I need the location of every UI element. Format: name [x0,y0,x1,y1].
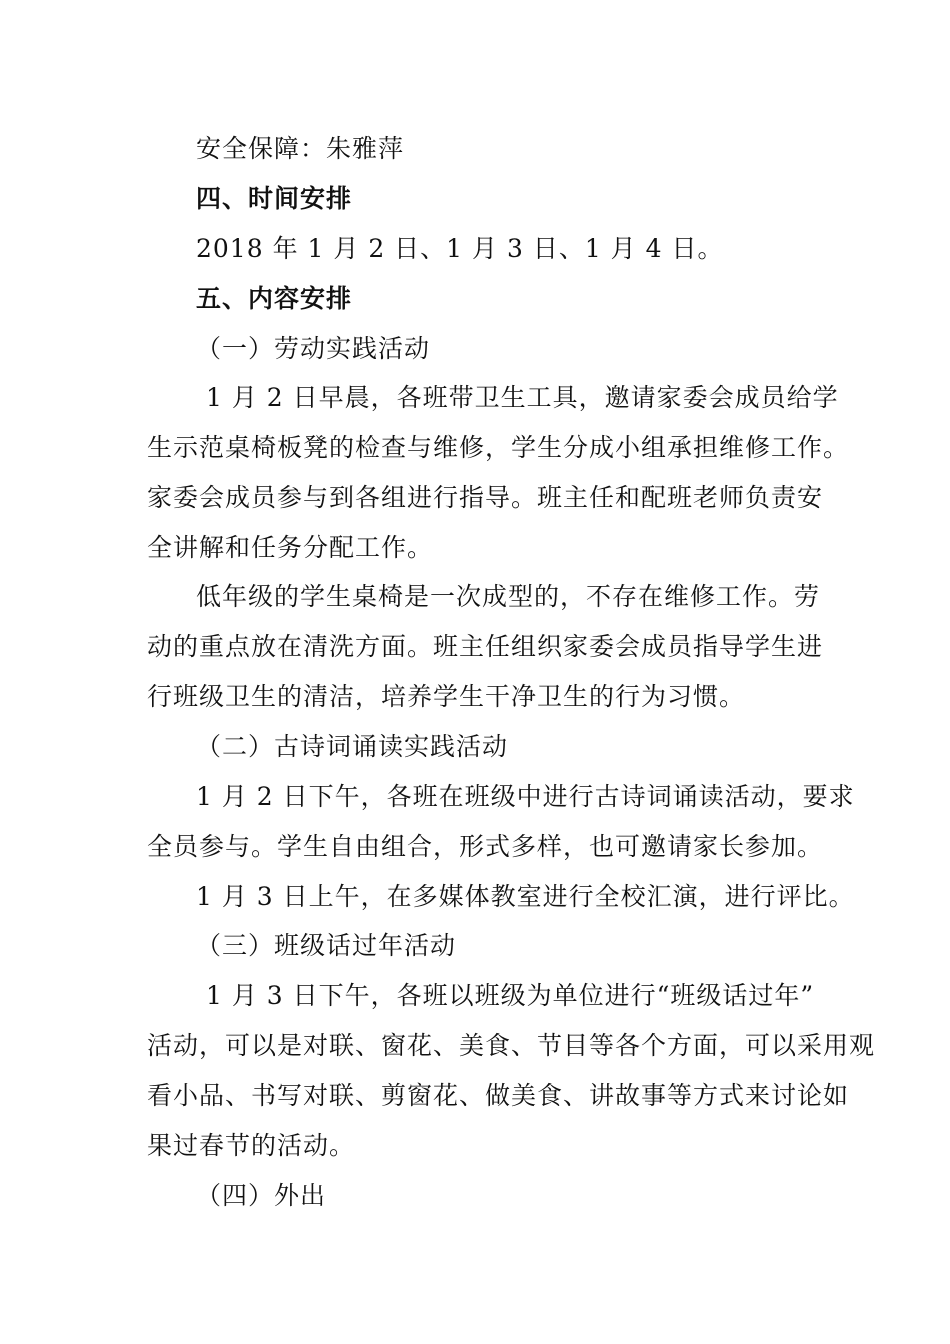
paragraph-line: 家委会成员参与到各组进行指导。班主任和配班老师负责安 [147,483,824,512]
paragraph-line: 低年级的学生桌椅是一次成型的，不存在维修工作。劳 [196,582,821,611]
section-five-heading: 五、内容安排 [196,284,353,313]
safety-line: 安全保障：朱雅萍 [196,134,405,163]
subsection-four-heading: （四）外出 [196,1181,327,1210]
subsection-three-heading: （三）班级话过年活动 [196,931,457,960]
section-four-heading: 四、时间安排 [196,184,353,213]
paragraph-line: 果过春节的活动。 [147,1131,356,1160]
schedule-dates: 2018 年 1 月 2 日、1 月 3 日、1 月 4 日。 [196,234,724,263]
paragraph-line: 动的重点放在清洗方面。班主任组织家委会成员指导学生进 [147,632,824,661]
paragraph-line: 1 月 3 日上午，在多媒体教室进行全校汇演，进行评比。 [196,882,855,911]
paragraph-line: 看小品、书写对联、剪窗花、做美食、讲故事等方式来讨论如 [147,1081,850,1110]
paragraph-line: 1 月 2 日早晨，各班带卫生工具，邀请家委会成员给学 [206,383,839,412]
paragraph-line: 生示范桌椅板凳的检查与维修，学生分成小组承担维修工作。 [147,433,850,462]
paragraph-line: 1 月 3 日下午，各班以班级为单位进行“班级话过年” [206,981,815,1010]
paragraph-line: 全员参与。学生自由组合，形式多样，也可邀请家长参加。 [147,832,824,861]
paragraph-line: 行班级卫生的清洁，培养学生干净卫生的行为习惯。 [147,682,746,711]
paragraph-line: 全讲解和任务分配工作。 [147,533,434,562]
subsection-one-heading: （一）劳动实践活动 [196,334,431,363]
paragraph-line: 活动，可以是对联、窗花、美食、节目等各个方面，可以采用观 [147,1031,876,1060]
paragraph-line: 1 月 2 日下午，各班在班级中进行古诗词诵读活动，要求 [196,782,855,811]
subsection-two-heading: （二）古诗词诵读实践活动 [196,732,509,761]
